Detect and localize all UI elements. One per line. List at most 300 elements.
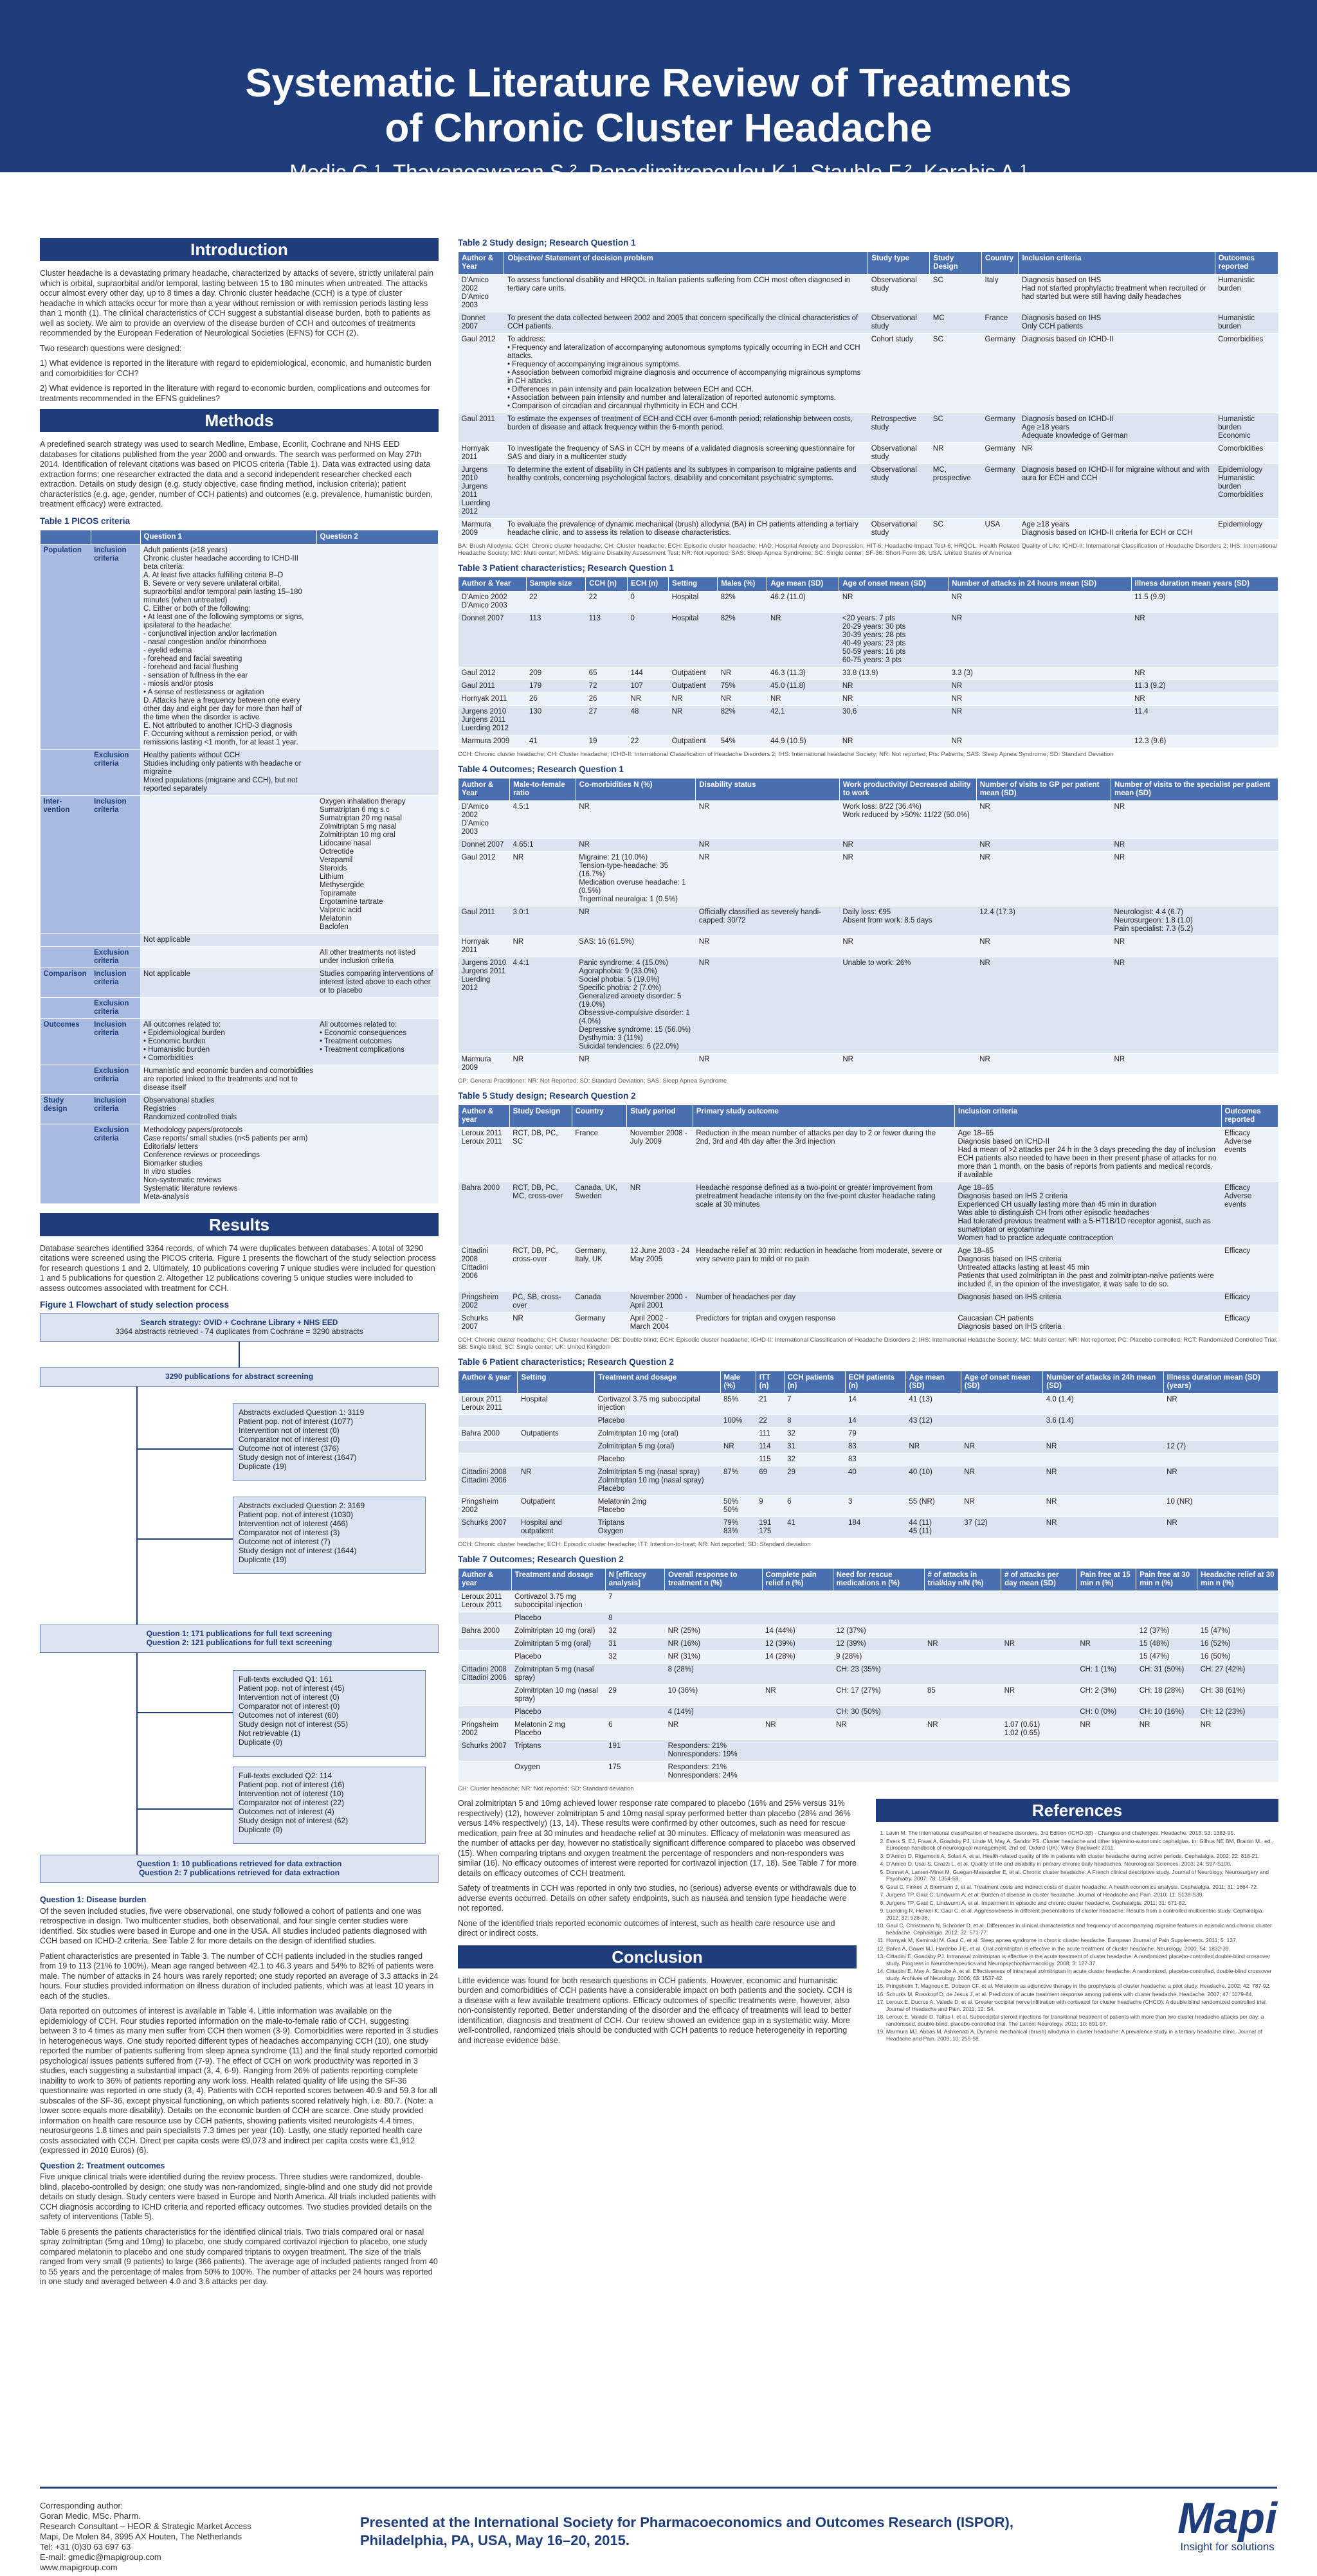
table-cell: 31 <box>784 1441 845 1454</box>
column-header: Author & Year <box>459 779 510 801</box>
table-header-row <box>41 530 439 544</box>
table-cell: Gaul 2011 <box>459 906 510 936</box>
table-cell: CH: 12 (23%) <box>1197 1706 1278 1719</box>
table-cell <box>924 1740 1001 1761</box>
table-cell: CH: 23 (35%) <box>833 1664 924 1685</box>
table-cell: Age 18–65 Diagnosis based on IHS 2 criteria Experienced CH usually lasting more than 45 min in duration Was able to distinguish CH from other episodic headaches Had tolerated previous treatment with a 5-HT1B/1D receptor agonist, such as sumatriptan or ergotamine Women had to practice adequate contraception <box>955 1182 1222 1245</box>
table-cell: 26 <box>526 693 586 706</box>
reference-item: 7. Jurgens TP, Gaul C, Lindwurm A, et al. Burden of disease in cluster headache. Journal of Headache and Pain. 2010; 11: S138-S39. <box>886 1891 1278 1898</box>
column-header: Disability status <box>696 779 840 801</box>
table-cell: 179 <box>526 680 586 693</box>
table-cell: 44 (11) 45 (11) <box>905 1517 961 1538</box>
table7-caption: Table 7 Outcomes; Research Question 2 <box>458 1554 624 1564</box>
table-cell: Hospital <box>669 613 718 667</box>
column-header: ECH patients (n) <box>845 1371 905 1394</box>
table-cell: 32 <box>784 1428 845 1441</box>
table-cell: 69 <box>756 1466 784 1496</box>
table-cell: 55 (NR) <box>905 1496 961 1517</box>
table-cell: Efficacy <box>1221 1245 1278 1292</box>
table-cell: 29 <box>605 1685 664 1706</box>
table-cell: 15 (47%) <box>1197 1625 1278 1638</box>
table-cell <box>905 1428 961 1441</box>
table-cell: 83 <box>845 1454 905 1466</box>
column-header: N [efficacy analysis] <box>605 1569 664 1591</box>
conclusion-heading: Conclusion <box>458 1945 857 1968</box>
table-cell: 45.0 (11.8) <box>767 680 839 693</box>
table-cell <box>459 1706 512 1719</box>
table-row <box>459 413 1278 443</box>
reference-item: 3. D'Amico D, Rigamonti A, Solari A, et al. Health-related quality of life in patients with cluster headache during active periods. Cephalalgia. 2002; 22: 818-21. <box>886 1853 1278 1860</box>
table-cell: 83 <box>845 1441 905 1454</box>
table-cell: Hornyak 2011 <box>459 936 510 957</box>
table-row <box>41 749 439 795</box>
table-cell: 184 <box>845 1517 905 1538</box>
bottom-split <box>458 1799 1278 2051</box>
table-cell: NR <box>1163 1394 1278 1415</box>
table-cell: 32 <box>784 1454 845 1466</box>
table-cell <box>316 933 438 946</box>
table-cell <box>1001 1740 1077 1761</box>
table-header-row <box>459 1569 1278 1591</box>
column-header: Illness duration mean (SD) (years) <box>1163 1371 1278 1394</box>
column-header: Country <box>982 252 1019 275</box>
reference-item: 10. Gaul C, Christmann N, Schröder D, et al. Differences in clinical characteristics and frequency of accompanying migraine features in episodic and chronic cluster headache. Cephalalgia. 2012; 32: 571-77. <box>886 1922 1278 1936</box>
table-cell <box>924 1612 1001 1625</box>
table-cell: PC, SB, cross-over <box>509 1292 572 1313</box>
table-cell: Schurks 2007 <box>459 1517 518 1538</box>
table-row <box>459 1517 1278 1538</box>
table-cell <box>316 1124 438 1203</box>
table-cell: 43 (12) <box>905 1415 961 1428</box>
column-header: Overall response to treatment n (%) <box>665 1569 762 1591</box>
table-cell: Triptans Oxygen <box>595 1517 720 1538</box>
table-row <box>459 591 1278 613</box>
table-cell <box>518 1454 595 1466</box>
column-header: Number of visits to the specialist per patient mean (SD) <box>1111 779 1278 801</box>
references-block <box>876 1799 1278 2051</box>
table-cell <box>1001 1706 1077 1719</box>
column-header: Question 2 <box>316 530 438 544</box>
table-cell <box>665 1591 762 1612</box>
table-cell <box>316 1094 438 1124</box>
table-cell <box>1163 1454 1278 1466</box>
table-cell: NR <box>839 852 976 906</box>
table-cell: Oxygen inhalation therapy Sumatriptan 6 mg s.c Sumatriptan 20 mg nasal Zolmitriptan 5 mg nasal Zolmitriptan 10 mg oral Lidocaine nasal Octreotide Verapamil Steroids Lithium Methysergide Topiramate Ergotamine tartrate Valproic acid Melatonin Baclofen <box>316 795 438 933</box>
column-header: ITT (n) <box>756 1371 784 1394</box>
reference-item: 16. Schurks M, Rosskopf D, de Jesus J, et al. Predictors of acute treatment response among patients with cluster headache. Headache. 2007; 47: 1079-84. <box>886 1991 1278 1998</box>
table-cell: 41 <box>784 1517 845 1538</box>
table-cell: 72 <box>586 680 628 693</box>
table-cell <box>316 749 438 795</box>
table-row <box>459 1706 1278 1719</box>
table-cell: 15 (47%) <box>1136 1651 1197 1664</box>
table-cell: Inclusion criteria <box>91 1094 140 1124</box>
table-cell: Melatonin 2 mg Placebo <box>511 1719 605 1740</box>
table-cell: Germany <box>982 464 1019 519</box>
table-row <box>459 852 1278 906</box>
table-row <box>41 544 439 749</box>
table-cell: NR <box>839 839 976 852</box>
table-cell <box>1076 1625 1136 1638</box>
table-cell: April 2002 - March 2004 <box>627 1313 693 1334</box>
table-cell: Zolmitriptan 10 mg (oral) <box>595 1428 720 1441</box>
flow-screening-box: 3290 publications for abstract screening <box>40 1367 439 1387</box>
table-cell: NR <box>839 591 949 613</box>
table-cell: Jurgens 2010 Jurgens 2011 Luerding 2012 <box>459 706 527 735</box>
table-cell: Efficacy Adverse events <box>1221 1182 1278 1245</box>
table-cell: Jurgens 2010 Jurgens 2011 Luerding 2012 <box>459 464 504 519</box>
table-cell: Exclusion criteria <box>91 1065 140 1094</box>
table-cell: Oxygen <box>511 1761 605 1783</box>
table-cell: France <box>982 312 1019 334</box>
table-cell: NR <box>833 1719 924 1740</box>
table-row <box>459 936 1278 957</box>
table-cell: Triptans <box>511 1740 605 1761</box>
column-header: Number of attacks in 24h mean (SD) <box>1043 1371 1163 1394</box>
table-cell <box>1197 1740 1278 1761</box>
poster-title: Systematic Literature Review of Treatments of Chronic Cluster Headache <box>245 61 1072 150</box>
table-cell: Inclusion criteria <box>91 968 140 997</box>
table-cell <box>1163 1428 1278 1441</box>
table-cell <box>924 1664 1001 1685</box>
table-row <box>459 706 1278 735</box>
table-cell: Placebo <box>595 1415 720 1428</box>
discussion-block <box>458 1799 857 2051</box>
table-cell: Bahra 2000 <box>459 1625 512 1638</box>
table-cell: NR <box>1043 1466 1163 1496</box>
column-header: Number of attacks in 24 hours mean (SD) <box>949 577 1132 591</box>
flow-arrow <box>136 1448 233 1450</box>
table-cell <box>720 1428 756 1441</box>
table-cell: Observational studies Registries Randomized controlled trials <box>140 1094 316 1124</box>
table3-caption: Table 3 Patient characteristics; Research Question 1 <box>458 563 674 573</box>
table-cell: 111 <box>756 1428 784 1441</box>
column-header: Author & year <box>459 1371 518 1394</box>
table-cell: All outcomes related to: • Epidemiological burden • Economic burden • Humanistic burden • Comorbidities <box>140 1018 316 1065</box>
table-cell: 12.3 (9.6) <box>1131 735 1278 748</box>
table-cell <box>459 1612 512 1625</box>
table-cell <box>316 1065 438 1094</box>
table-cell: NR <box>961 1466 1042 1496</box>
table-cell: SC <box>930 519 982 540</box>
table-cell: Exclusion criteria <box>91 749 140 795</box>
reference-item: 14. Cittadini E, May A, Straube A, et al. Effectiveness of intranasal zolmitriptan in acute cluster headache: A randomized, placebo-controlled, double-blind crossover study. Archives of Neurology. 2006; 63: 1537-42. <box>886 1968 1278 1981</box>
table-cell: D'Amico 2002 D'Amico 2003 <box>459 275 504 312</box>
column-header: Study Design <box>930 252 982 275</box>
table-cell <box>91 933 140 946</box>
column-header: Primary study outcome <box>693 1105 954 1128</box>
table-cell <box>1043 1428 1163 1441</box>
table-cell: Cittadini 2008 Cittadini 2006 <box>459 1245 510 1292</box>
reference-item: 8. Jurgens TP, Gaul C, Lindwurm A, et al. Impairment in episodic and chronic cluster headache. Cephalalgia. 2011; 31: 671-82. <box>886 1900 1278 1907</box>
table-cell: Zolmitriptan 5 mg (nasal spray) <box>511 1664 605 1685</box>
table-cell: CH: 18 (28%) <box>1136 1685 1197 1706</box>
table-cell: Exclusion criteria <box>91 946 140 968</box>
picos-table <box>40 530 439 1204</box>
table-row <box>459 1466 1278 1496</box>
table-cell: CH: 30 (50%) <box>833 1706 924 1719</box>
table-row <box>459 275 1278 312</box>
table-cell: 115 <box>756 1454 784 1466</box>
table-cell <box>1163 1415 1278 1428</box>
table-cell: NR <box>1001 1685 1077 1706</box>
table-cell <box>459 1761 512 1783</box>
table-cell: Diagnosis based on ICHD-II for migraine without and with aura for ECH and CCH <box>1019 464 1215 519</box>
table-cell <box>41 946 91 968</box>
table-cell: Efficacy <box>1221 1313 1278 1334</box>
table-cell: Work loss: 8/22 (36.4%) Work reduced by >50%: 11/22 (50.0%) <box>839 801 976 839</box>
table-cell: Pringsheim 2002 <box>459 1496 518 1517</box>
table-cell: 87% <box>720 1466 756 1496</box>
column-header: # of attacks in trial/day n/N (%) <box>924 1569 1001 1591</box>
table-cell: Study design <box>41 1094 91 1124</box>
table-row <box>459 1182 1278 1245</box>
table-cell: NR <box>1111 852 1278 906</box>
flow-arrow <box>136 1387 138 1625</box>
table-cell <box>1001 1591 1077 1612</box>
table-cell: 14 <box>845 1394 905 1415</box>
table-cell: 3.0:1 <box>510 906 576 936</box>
column-header: Male (%) <box>720 1371 756 1394</box>
table-row <box>459 1428 1278 1441</box>
table3-note: CCH: Chronic cluster headache; CH: Cluster headache; ICHD-II: International Classification of Headache Disorders 2; IHS: International headache Society; NR: Not reported; Pts: Patients; SAS: Sleep Apnea Syndrome; SD: Standard Deviation <box>458 751 1114 758</box>
table-cell: 8 <box>605 1612 664 1625</box>
table-cell: 14 <box>845 1415 905 1428</box>
table-cell: NR <box>1111 801 1278 839</box>
table-cell: NR <box>1043 1441 1163 1454</box>
table-cell: NR <box>669 693 718 706</box>
table-cell: Inter-vention <box>41 795 91 933</box>
table-cell: NR <box>949 680 1132 693</box>
table-cell: 0 <box>628 613 669 667</box>
table-row <box>459 443 1278 464</box>
column-header: Author & Year <box>459 577 527 591</box>
results-heading: Results <box>40 1213 439 1236</box>
table-cell: 113 <box>586 613 628 667</box>
table-cell: NR <box>510 852 576 906</box>
table-cell <box>1001 1664 1077 1685</box>
reference-item: 15. Pringsheim T, Magnoux E, Dobson CF, et al. Melatonin as adjunctive therapy in the prophylaxis of cluster headache: a pilot study. Headache. 2002; 42: 787-92. <box>886 1983 1278 1990</box>
table-cell: Placebo <box>595 1454 720 1466</box>
table-cell: NR <box>696 957 840 1054</box>
table-cell: Retrospective study <box>868 413 930 443</box>
table-cell: SC <box>930 334 982 413</box>
table-cell: Hornyak 2011 <box>459 443 504 464</box>
flow-fulltext-excluded-q2: Full-texts excluded Q2: 114 Patient pop. not of interest (16) Intervention not of interest (10) Comparator not of interest (22) Outcomes not of interest (4) Study design not of interest (62) Duplicate (0) <box>233 1767 426 1844</box>
table-cell: NR <box>949 706 1132 735</box>
table-cell: NR <box>762 1719 833 1740</box>
table-cell <box>833 1761 924 1783</box>
reference-item: 5. Donnet A, Lanteri-Minet M, Guegan-Massardier E, et al. Chronic cluster headache: A French clinical descriptive study. Journal of Neurology, Neurosurgery and Psychiatry. 2007; 78: 1354-58. <box>886 1869 1278 1882</box>
table-cell: NR <box>718 667 767 680</box>
table-row <box>459 667 1278 680</box>
study-design-q2-table <box>458 1104 1278 1334</box>
reference-item: 2. Evers S. EJ, Fraas A, Goadsby PJ, Linde M, May A, Sandor PS. Cluster headache and other trigemino-autonomic cephalgias. In: Gilhus NE BM, Brainin M., ed., European handbook of neurological management. 2nd ed. Oxford (UK): Wiley Blackwell; 2011. <box>886 1838 1278 1851</box>
table-cell: Cohort study <box>868 334 930 413</box>
flow-fulltext-box: Question 1: 171 publications for full text screening Question 2: 121 publications for full text screening <box>40 1625 439 1653</box>
table-cell: Age 18–65 Diagnosis based on ICHD-II Had a mean of >2 attacks per 24 h in the 3 days preceding the day of inclusion ECH patients also needed to have been in their present phase of attacks for no more than 1 month, on the basis of reports from patients and medical records, if available <box>955 1128 1222 1182</box>
patient-characteristics-q2-table <box>458 1371 1278 1538</box>
table-cell <box>41 997 91 1018</box>
table-cell: NR <box>949 735 1132 748</box>
table-cell: 4 (14%) <box>665 1706 762 1719</box>
table-cell: 12 (37%) <box>833 1625 924 1638</box>
reference-item: 11. Hornyak M, Kaminski M, Gaul C, et al. Sleep apnea syndrome in chronic cluster headache. European Journal of Pain Supplements. 2011; 5: 137. <box>886 1937 1278 1944</box>
table-cell: Outpatient <box>518 1496 595 1517</box>
table-cell: NR <box>839 680 949 693</box>
table-cell <box>1001 1761 1077 1783</box>
table-header-row <box>459 1105 1278 1128</box>
figure1-caption: Figure 1 Flowchart of study selection process <box>40 1300 230 1310</box>
table-cell <box>762 1706 833 1719</box>
table-cell <box>924 1761 1001 1783</box>
table-row <box>459 1719 1278 1740</box>
table-cell <box>41 1065 91 1094</box>
table-cell: Cortivazol 3.75 mg suboccipital injection <box>595 1394 720 1415</box>
table-cell: NR <box>1076 1719 1136 1740</box>
flow-excluded-q2: Abstracts excluded Question 2: 3169 Patient pop. not of interest (1030) Intervention not of interest (466) Comparator not of interest (3) Outcome not of interest (7) Study design not of interest (1644) Duplicate (19) <box>233 1497 426 1574</box>
table-cell: Cittadini 2008 Cittadini 2006 <box>459 1664 512 1685</box>
table-cell: Leroux 2011 Leroux 2011 <box>459 1394 518 1415</box>
table-cell: 11.3 (9.2) <box>1131 680 1278 693</box>
table-cell: Gaul 2011 <box>459 680 527 693</box>
table-cell <box>1043 1454 1163 1466</box>
table-cell: Predictors for triptan and oxygen response <box>693 1313 954 1334</box>
table-cell <box>1076 1761 1136 1783</box>
table-row <box>459 1394 1278 1415</box>
table-cell: 12 (39%) <box>762 1638 833 1651</box>
table-cell <box>665 1612 762 1625</box>
table-cell: Diagnosis based on IHS criteria <box>955 1292 1222 1313</box>
table-cell: Epidemiology <box>1215 519 1278 540</box>
table-row <box>41 1094 439 1124</box>
column-header: Age mean (SD) <box>905 1371 961 1394</box>
table-cell: NR <box>839 936 976 957</box>
table-row <box>459 1685 1278 1706</box>
table-cell: Humanistic burden <box>1215 275 1278 312</box>
table-cell: MC, prospective <box>930 464 982 519</box>
table-cell <box>924 1651 1001 1664</box>
table-cell: 130 <box>526 706 586 735</box>
table-cell: NR <box>576 1054 695 1075</box>
table-cell: Marmura 2009 <box>459 1054 510 1075</box>
column-header: Co-morbidities N (%) <box>576 779 695 801</box>
table-cell: 37 (12) <box>961 1517 1042 1538</box>
right-column <box>458 238 1278 2051</box>
table-cell: NR <box>976 801 1111 839</box>
table-cell: 85% <box>720 1394 756 1415</box>
table-header-row <box>459 779 1278 801</box>
table-cell: NR <box>665 1719 762 1740</box>
table-cell: NR <box>839 735 949 748</box>
table-row <box>459 1638 1278 1651</box>
table-cell <box>833 1612 924 1625</box>
table-cell: Cittadini 2008 Cittadini 2006 <box>459 1466 518 1496</box>
table-cell: NR <box>510 936 576 957</box>
column-header: Outcomes reported <box>1221 1105 1278 1128</box>
table-cell: 4.5:1 <box>510 801 576 839</box>
table-row <box>459 613 1278 667</box>
table-cell: Pringsheim 2002 <box>459 1292 510 1313</box>
table-cell: 82% <box>718 591 767 613</box>
table-cell: Bahra 2000 <box>459 1428 518 1441</box>
table-cell: 0 <box>628 591 669 613</box>
column-header: CCH (n) <box>586 577 628 591</box>
table-cell: 30,6 <box>839 706 949 735</box>
table-cell <box>518 1415 595 1428</box>
table-cell: NR (31%) <box>665 1651 762 1664</box>
table-cell: NR <box>762 1685 833 1706</box>
table-cell: 29 <box>784 1466 845 1496</box>
table-row <box>459 519 1278 540</box>
table-cell: 82% <box>718 706 767 735</box>
table-cell: 14 (44%) <box>762 1625 833 1638</box>
table-cell: Hornyak 2011 <box>459 693 527 706</box>
table-cell: CH: 31 (50%) <box>1136 1664 1197 1685</box>
table-cell <box>1136 1591 1197 1612</box>
table-row <box>41 1124 439 1203</box>
table-cell: NR <box>1111 839 1278 852</box>
table6-caption: Table 6 Patient characteristics; Research Question 2 <box>458 1357 674 1367</box>
table-cell <box>1197 1612 1278 1625</box>
table-cell: Germany <box>572 1313 627 1334</box>
column-header: Need for rescue medications n (%) <box>833 1569 924 1591</box>
table-cell: 11,4 <box>1131 706 1278 735</box>
table-cell: Outpatient <box>669 735 718 748</box>
table-cell: 41 <box>526 735 586 748</box>
table-cell: Diagnosis based on IHS Only CCH patients <box>1019 312 1215 334</box>
table-row <box>459 1415 1278 1428</box>
table-cell: NR <box>1197 1719 1278 1740</box>
table-row <box>459 1625 1278 1638</box>
column-header: Males (%) <box>718 577 767 591</box>
table-cell <box>833 1740 924 1761</box>
table-cell: Efficacy <box>1221 1292 1278 1313</box>
results-question1: Question 1: Disease burden Of the seven included studies, five were observational, one study followed a cohort of patients and one was retrospective in design. Two multicenter studies, both observational, and four single center studies were identified. Six studies were based in Europe and one in the USA. All studies included patients diagnosed with CCH based on ICHD-2 criteria. See Table 2 for more details on the design of identified studies. Patient characteristics are presented in Table 3. The number of CCH patients included in the studies ranged from 19 to 113 (21% to 100%). Mean age ranged between 42.1 to 46.3 years and 54% to 82% of patients were male. The number of attacks in 24 hours was rarely reported; one study reported an average of 3.3 attacks in 24 hours. Four studies provided information on illness duration of included patients, which was at least 10 years in each of the studies. Data reported on outcomes of interest is available in Table 4. Little information was available on the epidemiology of CCH. Four studies reported information on the male-to-female ratio of CCH, suggesting between 3 to 4 times as many men suffer from CCH then women (3-9). Comorbidities were reported in 3 studies in heterogeneous ways. One study reported different types of headaches accompanying CCH (10), one study reported the number of patients suffering from sleep apnea syndrome (11) and the final study reported comorbid psychological issues patients suffered from (7-9). The effect of CCH on work productivity was reported in 3 studies, each suggesting a substantial impact (3, 4, 6-9). Ranging from 26% of patients reporting complete inability to work to 36% of patients reporting any work loss. Health related quality of life using the SF-36 questionnaire was reported in one study (3, 4). Patients with CCH reported scores between 40.9 and 59.3 for all subscales of the SF-36, except physical functioning, on which patients scored relatively high, i.e. 80.7. (Note: a lower score equals more disability). Details on the economic burden of CCH are scarce. One study provided information on health care resource use by CCH patients, showing patients visited neurologists 4.4 times, neurosurgeons 1.8 times and pain specialists 7.3 times per year (10). Lastly, one study reported health care costs associated with CCH. Direct per capita costs were €9,073 and indirect per capita costs were €1,912 (expressed in 2010 Euros) (6). Question 2: Treatment outcomes Five unique clinical trials were identified during the review process. Three studies were randomized, double-blind, placebo-controlled by design; one study was non-randomized, single-blind and one study did not provide details on study design. Study centers were based in Europe and North America. All trials included patients with CCH diagnosis according to ICHD criteria and reported efficacy outcomes. Two studies provided details on the safety of interventions (Table 5). Table 6 presents the patients characteristics for the identified clinical trials. Two trials compared oral or nasal spray zolmitriptan (5mg and 10mg) to placebo, one study compared cortivazol injection to placebo, one study compared melatonin to placebo and one study compared triptans to oxygen treatment. The size of the trials ranged from very small (9 patients) to large (366 patients). The average age of included patients ranged from 40 to 55 years and the percentage of males from 50% to 100%. The number of attacks per 24 hours was reported in one study and averaged between 4.0 and 3.6 attacks per day. <box>40 1895 439 2286</box>
column-header: Author & year <box>459 1105 510 1128</box>
table-cell: 3.3 (3) <box>949 667 1132 680</box>
table-cell: Headache response defined as a two-point or greater improvement from pretreatment headache intensity on the five-point cluster headache rating scale at 30 minutes <box>693 1182 954 1245</box>
table-row <box>459 680 1278 693</box>
reference-item: 19. Marmura MJ, Abbas M, Ashkenazi A. Dynamic mechanical (brush) allodynia in cluster headache: A prevalence study in a tertiary headache clinic. Journal of Headache and Pain. 2009; 10: 255-58. <box>886 2028 1278 2042</box>
table-cell: 44.9 (10.5) <box>767 735 839 748</box>
table-cell: NR <box>510 1054 576 1075</box>
table-cell: NR <box>976 852 1111 906</box>
table-cell <box>140 795 316 933</box>
table-cell: CH: 17 (27%) <box>833 1685 924 1706</box>
column-header: Setting <box>669 577 718 591</box>
table-cell: NR <box>718 693 767 706</box>
table-cell: Reduction in the mean number of attacks per day to 2 or fewer during the 2nd, 3rd and 4th day after the 3rd injection <box>693 1128 954 1182</box>
table-cell: Neurologist: 4.4 (6.7) Neurosurgeon: 1.8 (1.0) Pain specialist: 7.3 (5.2) <box>1111 906 1278 936</box>
table-cell: Comorbidities <box>1215 334 1278 413</box>
table-cell: Humanistic burden Economic <box>1215 413 1278 443</box>
table-cell: 144 <box>628 667 669 680</box>
column-header: Sample size <box>526 577 586 591</box>
table-cell: Placebo <box>511 1651 605 1664</box>
table-cell: Population <box>41 544 91 749</box>
table-row <box>459 464 1278 519</box>
table-cell: NR <box>576 906 695 936</box>
table-cell <box>459 1454 518 1466</box>
column-header: Study type <box>868 252 930 275</box>
table-cell: 8 <box>784 1415 845 1428</box>
table4-caption: Table 4 Outcomes; Research Question 1 <box>458 764 624 774</box>
table-row <box>459 1245 1278 1292</box>
table-cell: 79% 83% <box>720 1517 756 1538</box>
table-cell: Not applicable <box>140 933 316 946</box>
flow-arrow <box>136 1712 233 1713</box>
